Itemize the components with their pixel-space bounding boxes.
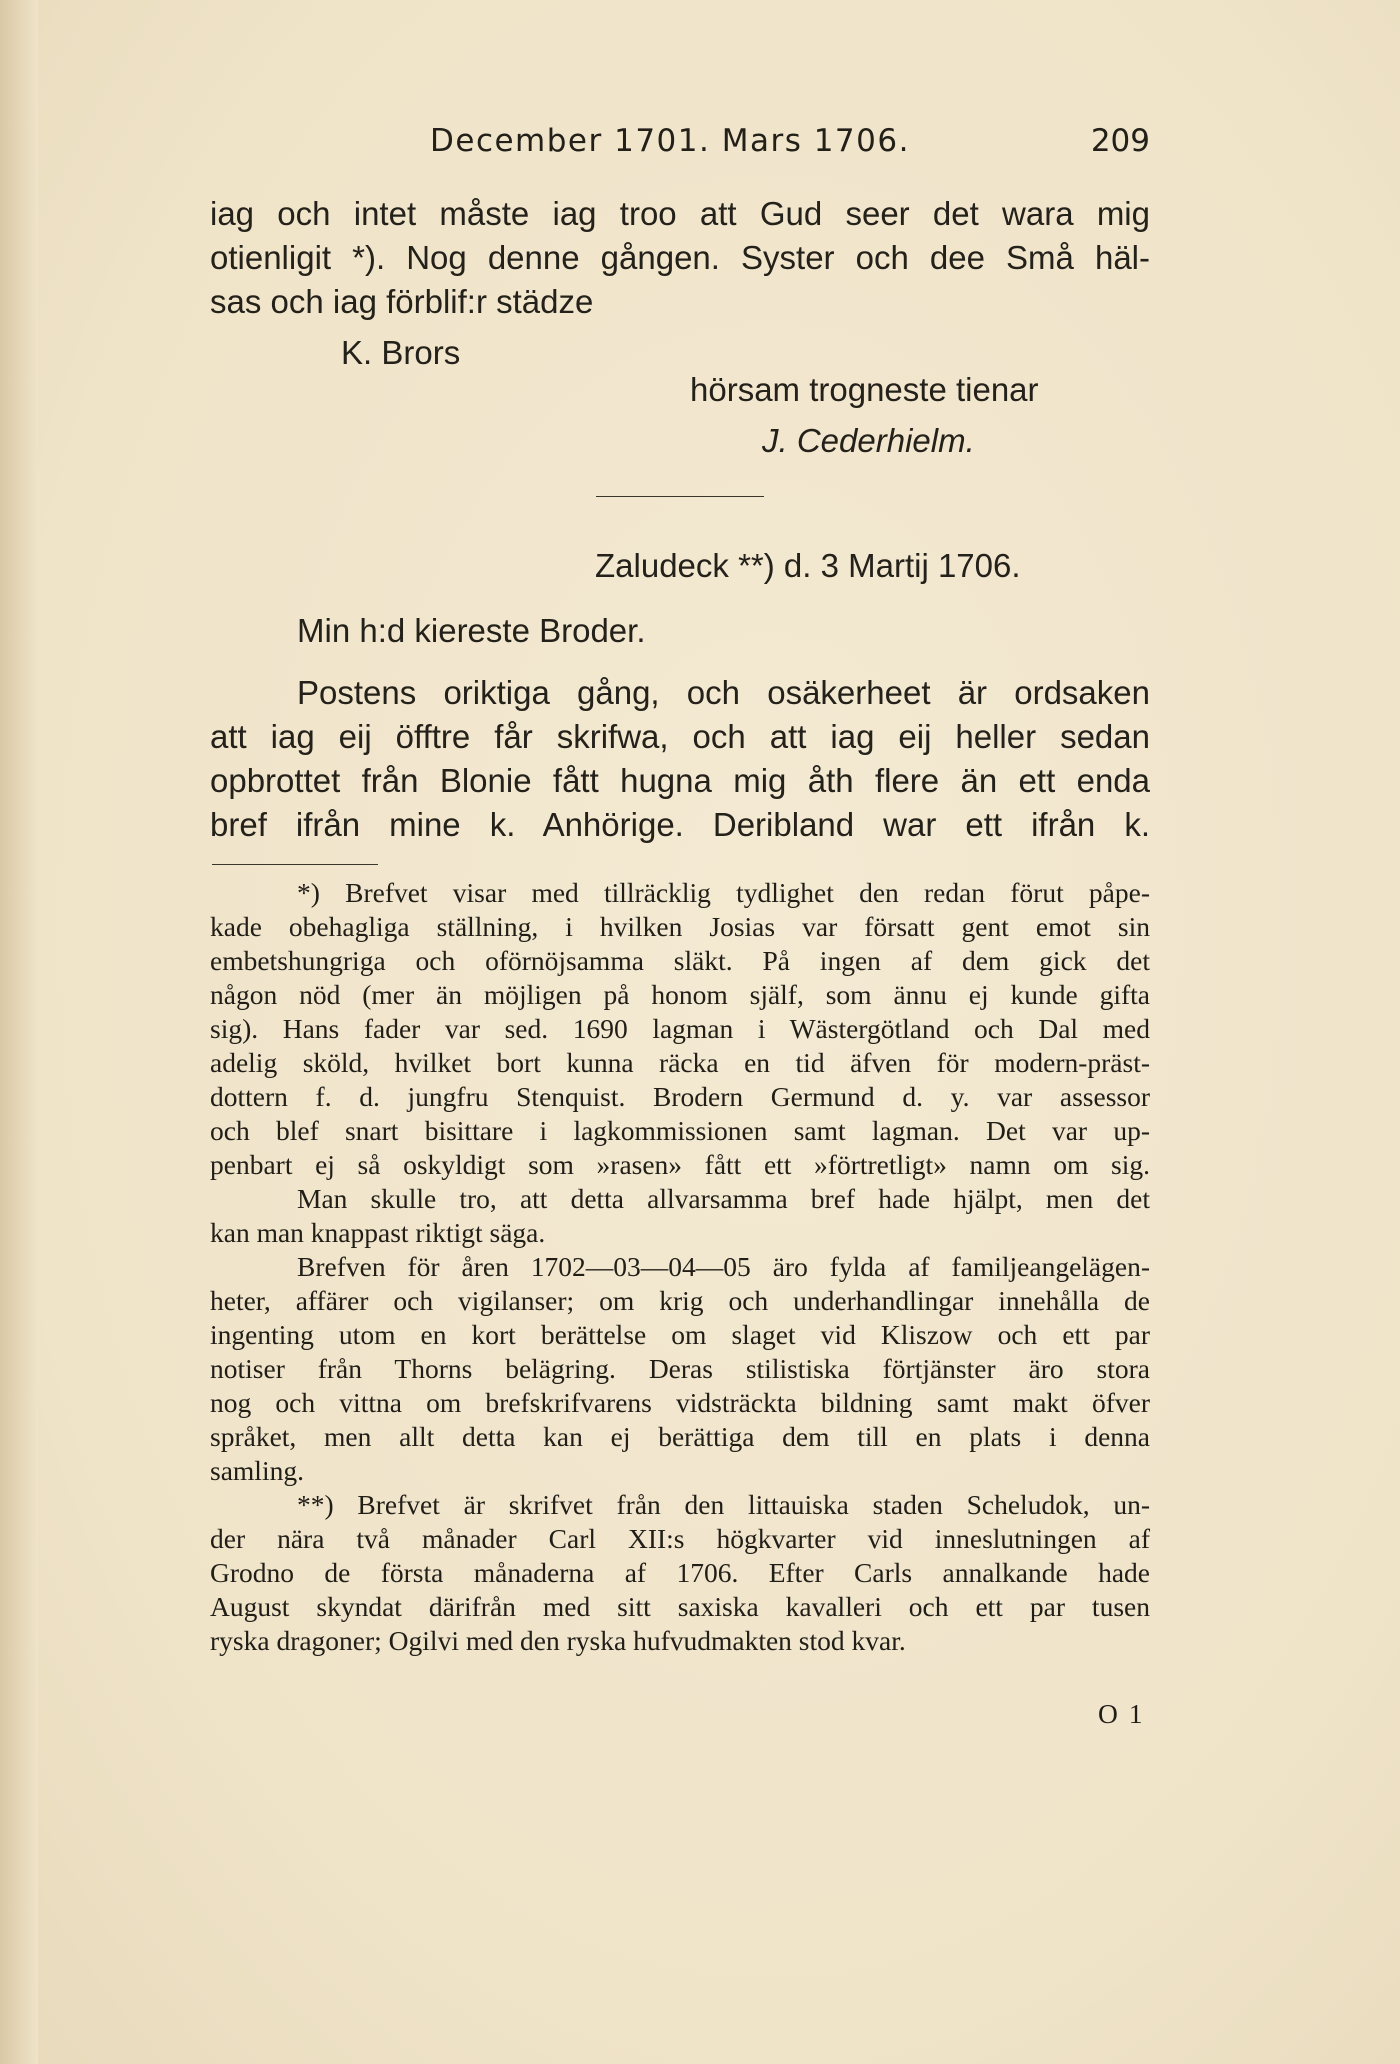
footnote-line: nog och vittna om brefskrifvarens vidsträckta bildning samt makt öfver — [210, 1387, 1150, 1418]
letter-body-line: bref ifrån mine k. Anhörige. Deribland war ett ifrån k. — [210, 806, 1150, 843]
footnote-line: Grodno de första månaderna af 1706. Efter Carls annalkande hade — [210, 1557, 1150, 1588]
footnote-line: embetshungriga och oförnöjsamma släkt. På ingen af dem gick det — [210, 945, 1150, 976]
footnote-line: der nära två månader Carl XII:s högkvarter vid inneslutningen af — [210, 1523, 1150, 1554]
footnote-line: ingenting utom en kort berättelse om slaget vid Kliszow och ett par — [210, 1319, 1150, 1350]
footnote-line: heter, affärer och vigilanser; om krig och underhandlingar innehålla de — [210, 1285, 1150, 1316]
letter-end-line: otienligit *). Nog denne gången. Syster och dee Små häl- — [210, 239, 1150, 276]
footnote-line: Brefven för åren 1702—03—04—05 äro fylda af familjeangelägen- — [297, 1251, 1150, 1282]
footnote-line: någon nöd (mer än möjligen på honom själf, som ännu ej kunde gifta — [210, 979, 1150, 1010]
footnote-line: samling. — [210, 1455, 304, 1486]
signature-mark: O 1 — [1098, 1698, 1145, 1729]
letter-end-line: sas och iag förblif:r städze — [210, 283, 594, 320]
footnote-line: och blef snart bisittare i lagkommissionen samt lagman. Det var up- — [210, 1115, 1150, 1146]
letter-closing: hörsam trogneste tienar — [690, 371, 1039, 408]
running-head: December 1701. Mars 1706. — [430, 123, 910, 159]
footnote-line: **) Brefvet är skrifvet från den littauiska staden Scheludok, un- — [297, 1489, 1150, 1520]
letter-separator-rule — [596, 496, 764, 497]
footnote-line: kan man knappast riktigt säga. — [210, 1217, 546, 1248]
footnote-line: notiser från Thorns belägring. Deras stilistiska förtjänster äro stora — [210, 1353, 1150, 1384]
page-gutter — [0, 0, 38, 2064]
footnote-line: Man skulle tro, att detta allvarsamma bref hade hjälpt, men det — [297, 1183, 1150, 1214]
letter-signature: J. Cederhielm. — [762, 422, 975, 459]
footnote-line: dottern f. d. jungfru Stenquist. Brodern Germund d. y. var assessor — [210, 1081, 1150, 1112]
footnote-line: August skyndat därifrån med sitt saxiska kavalleri och ett par tusen — [210, 1591, 1150, 1622]
page-header — [210, 123, 1150, 169]
letter-dateline: Zaludeck **) d. 3 Martij 1706. — [595, 547, 1021, 584]
footnote-line: adelig sköld, hvilket bort kunna räcka en tid äfven för modern-präst- — [210, 1047, 1150, 1078]
footnote-line: penbart ej så oskyldigt som »rasen» fått ett »förtretligt» namn om sig. — [210, 1149, 1150, 1180]
footnote-line: kade obehagliga ställning, i hvilken Josias var försatt gent emot sin — [210, 911, 1150, 942]
footnote-line: ryska dragoner; Ogilvi med den ryska hufvudmakten stod kvar. — [210, 1625, 906, 1656]
letter-end-line: iag och intet måste iag troo att Gud seer det wara mig — [210, 195, 1150, 232]
letter-salutation: Min h:d kiereste Broder. — [297, 612, 646, 649]
letter-body-line: att iag eij öfftre får skrifwa, och att iag eij heller sedan — [210, 718, 1150, 755]
letter-body-line: opbrottet från Blonie fått hugna mig åth flere än ett enda — [210, 762, 1150, 799]
footnote-line: språket, men allt detta kan ej berättiga dem till en plats i denna — [210, 1421, 1150, 1452]
page-number: 209 — [1090, 123, 1150, 159]
letter-addressee: K. Brors — [341, 334, 461, 371]
footnote-rule — [212, 864, 378, 865]
footnote-line: *) Brefvet visar med tillräcklig tydlighet den redan förut påpe- — [297, 877, 1150, 908]
footnote-line: sig). Hans fader var sed. 1690 lagman i Wästergötland och Dal med — [210, 1013, 1150, 1044]
letter-body-line: Postens oriktiga gång, och osäkerheet är ordsaken — [297, 674, 1150, 711]
